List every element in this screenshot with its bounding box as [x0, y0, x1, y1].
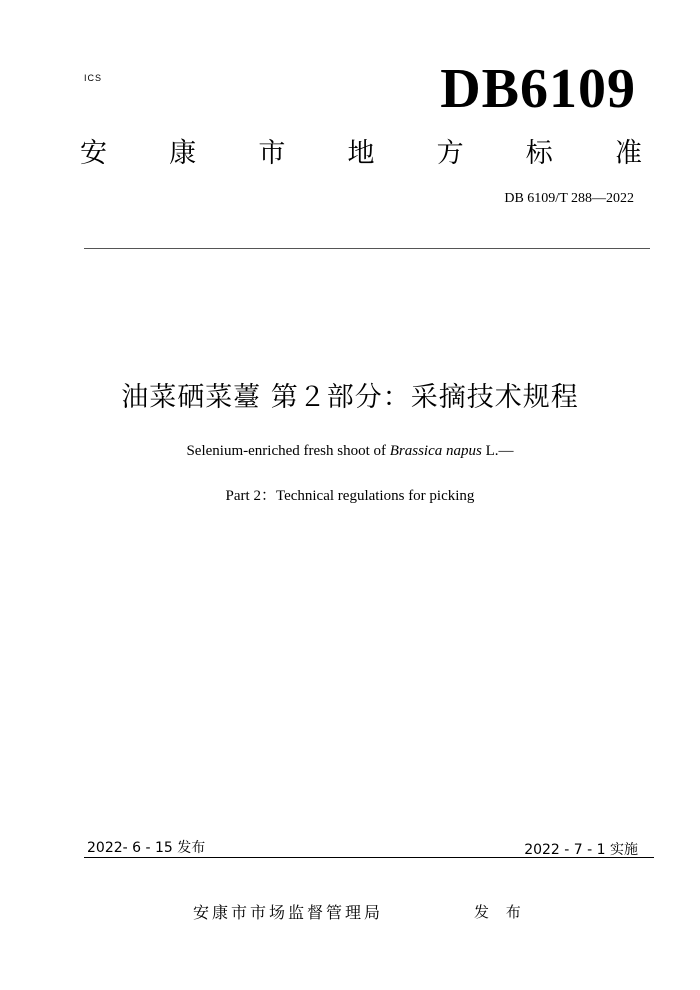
- title-english-species: Brassica napus: [389, 443, 482, 459]
- standard-code: DB6109: [440, 58, 636, 120]
- standard-type-char: 康: [169, 138, 197, 169]
- standard-number: DB 6109/T 288—2022: [504, 191, 634, 206]
- issuing-authority: 安康市市场监督管理局: [193, 903, 384, 922]
- title-english-line2: Part 2：Technical regulations for picking: [225, 488, 475, 504]
- implementation-date: 2022 - 7 - 1 实施: [524, 842, 638, 858]
- title-english-suffix: L.—: [481, 443, 514, 459]
- header-divider: [84, 248, 650, 249]
- standard-type-char: 方: [436, 138, 464, 169]
- standard-type-char: 准: [614, 138, 642, 169]
- standard-type-char: 市: [258, 138, 286, 169]
- title-chinese: 油菜硒菜薹 第２部分：采摘技术规程: [121, 382, 579, 413]
- issue-label: 发 布: [474, 903, 527, 921]
- ics-label: ICS: [84, 73, 103, 83]
- standard-type-char: 标: [525, 138, 553, 169]
- standard-type-char: 地: [347, 138, 375, 169]
- footer-divider: [84, 857, 654, 858]
- issue-date: 2022- 6 - 15 发布: [87, 840, 206, 856]
- title-english-line1: [0, 441, 700, 461]
- standard-type-char: 安: [80, 138, 107, 169]
- standard-type: [80, 136, 642, 172]
- title-english-prefix: Selenium-enriched fresh shoot of: [186, 443, 390, 459]
